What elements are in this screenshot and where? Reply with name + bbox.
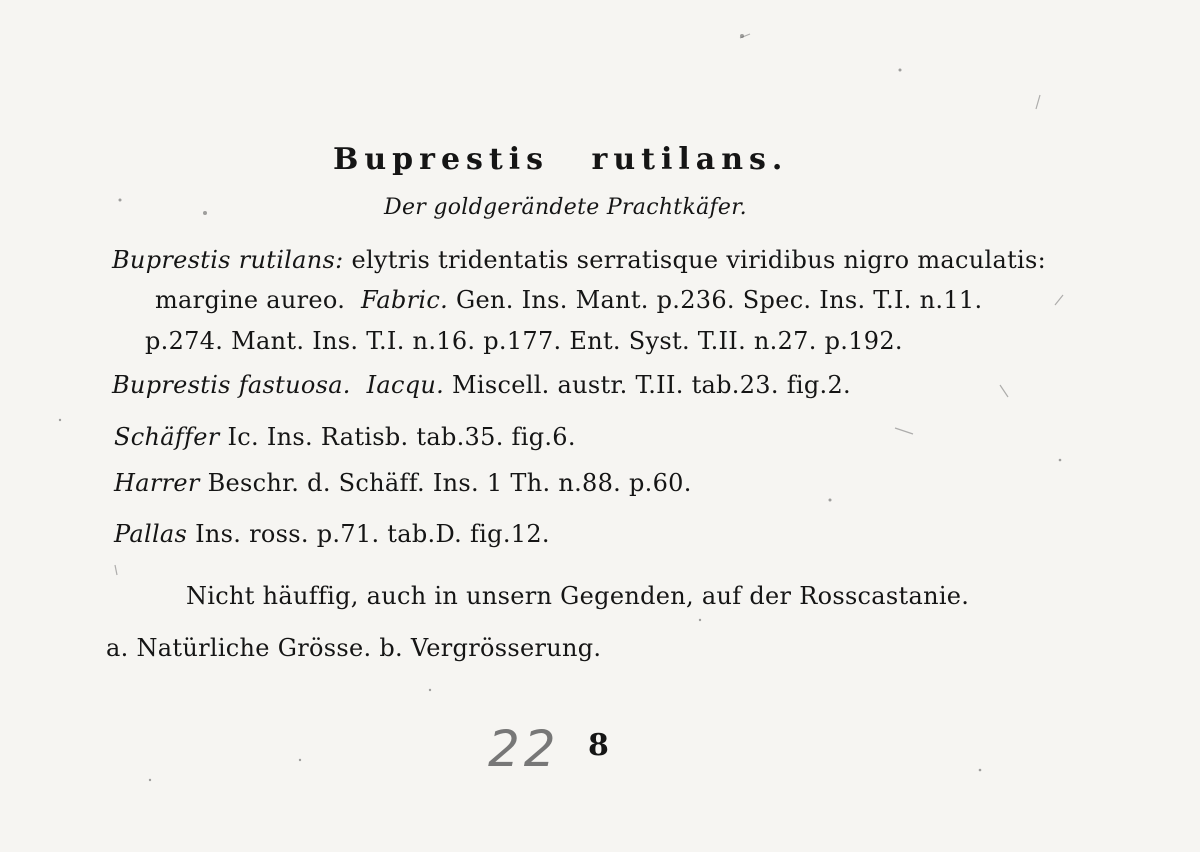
- synonym-4-ref: Beschr. d. Schäff. Ins. 1 Th. n.88. p.60.: [207, 469, 692, 497]
- synonym-2: [112, 371, 851, 399]
- synonym-1-diagnosis: elytris tridentatis serratisque viridibus nigro maculatis:: [351, 246, 1047, 274]
- page-number: 8: [588, 728, 610, 763]
- synonym-3-author: Schäffer: [114, 423, 220, 451]
- synonym-1-line-1: [112, 246, 1046, 274]
- synonym-1-fabric-author: Fabric.: [361, 286, 449, 314]
- species-title: Buprestis rutilans.: [333, 142, 789, 177]
- synonym-5: [114, 520, 550, 548]
- synonym-1-author: Buprestis rutilans:: [112, 246, 344, 274]
- synonym-3: [114, 423, 576, 451]
- synonym-2-author: Buprestis fastuosa.: [112, 371, 351, 399]
- synonym-2-second-author: Iacqu.: [366, 371, 445, 399]
- synonym-2-ref: Miscell. austr. T.II. tab.23. fig.2.: [452, 371, 851, 399]
- synonym-4-author: Harrer: [114, 469, 200, 497]
- synonym-5-author: Pallas: [114, 520, 188, 548]
- synonym-5-ref: Ins. ross. p.71. tab.D. fig.12.: [195, 520, 550, 548]
- synonym-1-line-3: p.274. Mant. Ins. T.I. n.16. p.177. Ent. Syst. T.II. n.27. p.192.: [145, 327, 903, 355]
- figure-legend: a. Natürliche Grösse. b. Vergrösserung.: [106, 634, 602, 662]
- synonym-1-line-2: [155, 286, 982, 314]
- handwritten-number: 22: [488, 720, 560, 778]
- habitat-note: Nicht häuffig, auch in unsern Gegenden, auf der Rosscastanie.: [186, 582, 970, 610]
- synonym-1-fabric-ref: Gen. Ins. Mant. p.236. Spec. Ins. T.I. n.11.: [455, 286, 983, 314]
- species-subtitle: Der goldgerändete Prachtkäfer.: [384, 195, 747, 220]
- synonym-4: [114, 469, 692, 497]
- synonym-3-ref: Ic. Ins. Ratisb. tab.35. fig.6.: [227, 423, 576, 451]
- synonym-1-diagnosis-cont: margine aureo.: [155, 286, 346, 314]
